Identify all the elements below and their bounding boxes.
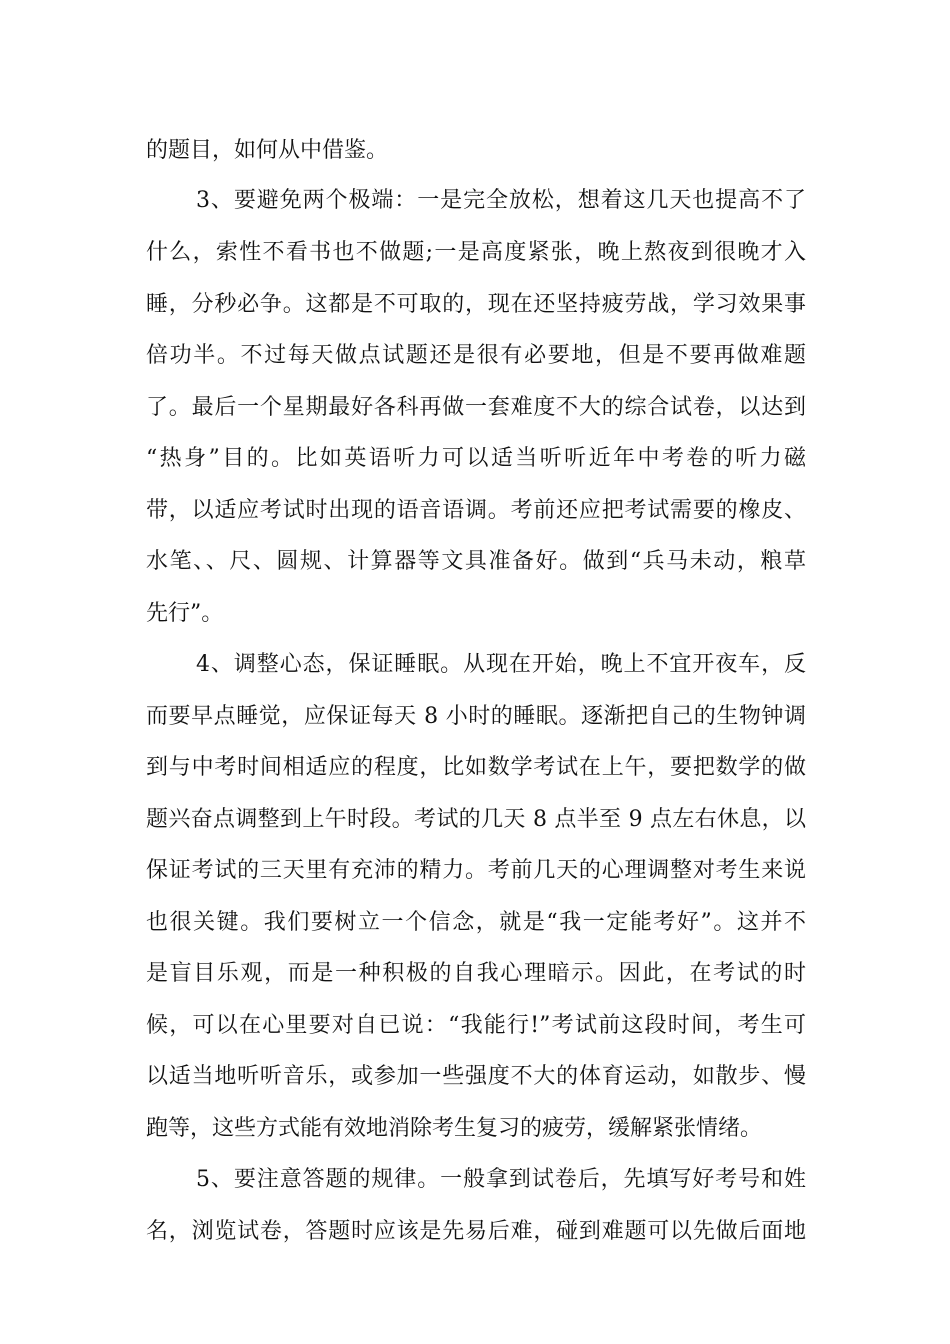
text-line: 带，以适应考试时出现的语音语调。考前还应把考试需要的橡皮、 — [146, 498, 806, 523]
text-line: 了。最后一个星期最好各科再做一套难度不大的综合试卷，以达到 — [146, 395, 806, 420]
text-line: 什么，索性不看书也不做题;一是高度紧张，晚上熬夜到很晚才入 — [146, 240, 806, 265]
text-line: 是盲目乐观，而是一种积极的自我心理暗示。因此，在考试的时 — [146, 961, 806, 986]
text-line: 睡，分秒必争。这都是不可取的，现在还坚持疲劳战，学习效果事 — [146, 292, 806, 317]
text-line: 水笔、、尺、圆规、计算器等文具准备好。做到“兵马未动，粮草 — [146, 549, 806, 574]
text-line: 候，可以在心里要对自已说：“我能行!”考试前这段时间，考生可 — [146, 1013, 806, 1038]
text-line: 保证考试的三天里有充沛的精力。考前几天的心理调整对考生来说 — [146, 858, 806, 883]
text-line: 到与中考时间相适应的程度，比如数学考试在上午，要把数学的做 — [146, 755, 806, 780]
text-line: 先行”。 — [146, 601, 224, 626]
text-line: 名，浏览试卷，答题时应该是先易后难，碰到难题可以先做后面地 — [146, 1219, 806, 1244]
text-line: 也很关键。我们要树立一个信念，就是“我一定能考好”。这并不 — [146, 910, 806, 935]
text-line: 跑等，这些方式能有效地消除考生复习的疲劳，缓解紧张情绪。 — [146, 1116, 763, 1141]
text-line: 而要早点睡觉，应保证每天 8 小时的睡眠。逐渐把自己的生物钟调 — [146, 704, 806, 729]
text-line: “热身”目的。比如英语听力可以适当听听近年中考卷的听力磁 — [146, 446, 806, 471]
text-line: 以适当地听听音乐，或参加一些强度不大的体育运动，如散步、慢 — [146, 1064, 806, 1089]
text-line: 倍功半。不过每天做点试题还是很有必要地，但是不要再做难题 — [146, 343, 806, 368]
text-line: 的题目，如何从中借鉴。 — [146, 138, 389, 163]
paragraph-5-start: 5、要注意答题的规律。一般拿到试卷后，先填写好考号和姓 — [196, 1167, 806, 1192]
text-line: 题兴奋点调整到上午时段。考试的几天 8 点半至 9 点左右休息，以 — [146, 807, 806, 832]
paragraph-3-start: 3、要避免两个极端：一是完全放松，想着这几天也提高不了 — [196, 188, 806, 213]
paragraph-4-start: 4、调整心态，保证睡眠。从现在开始，晚上不宜开夜车，反 — [196, 652, 806, 677]
